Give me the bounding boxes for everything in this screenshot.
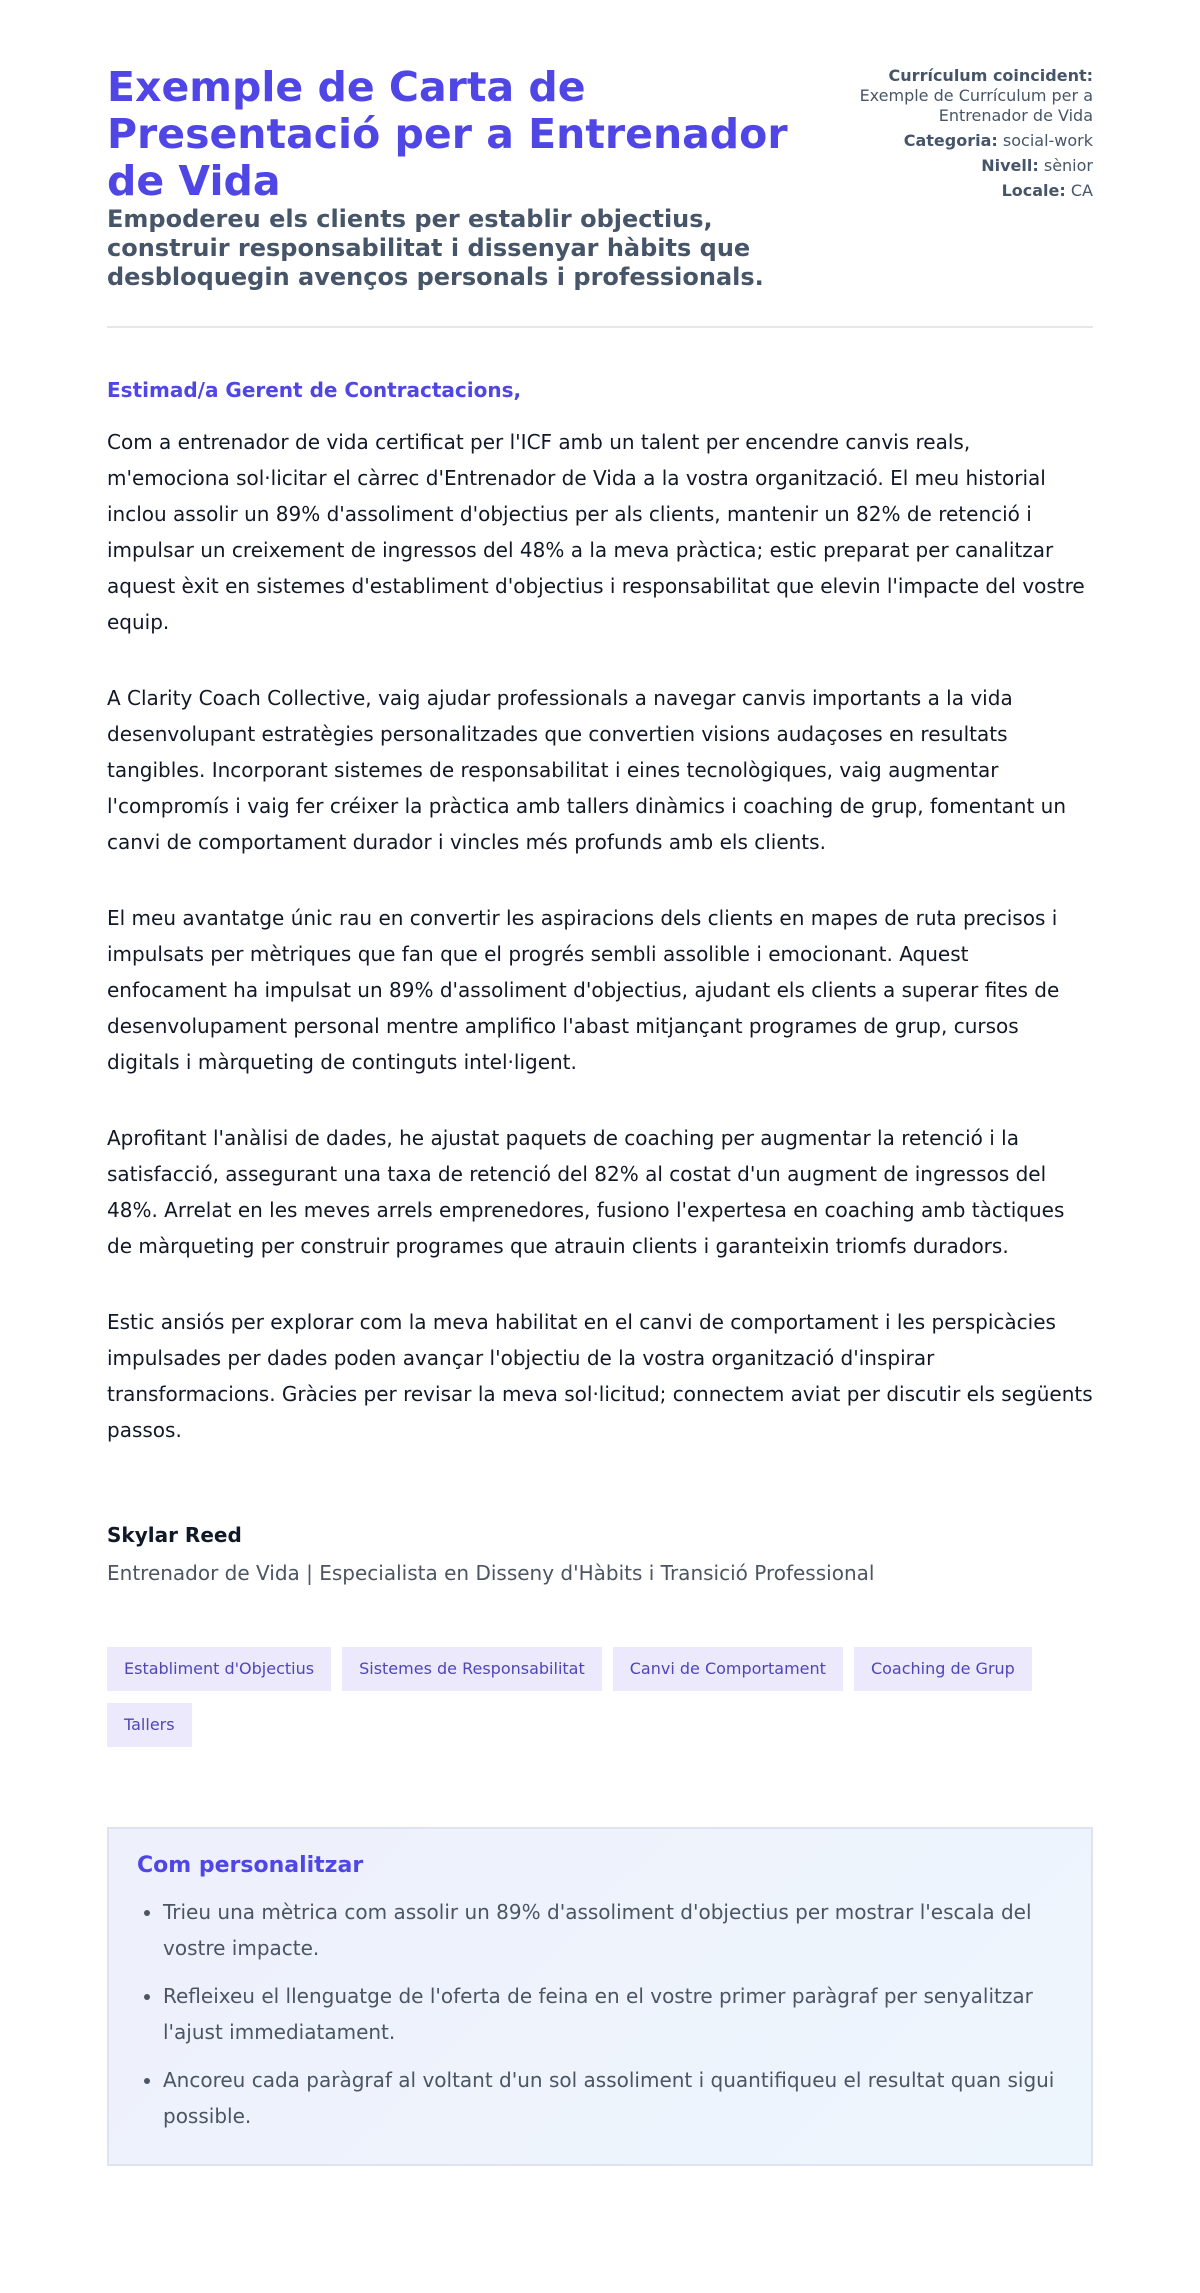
page-subtitle: Empodereu els clients per establir objectius, construir responsabilitat i dissenyar hàbits que desbloquegin avenços personals i professionals. [107,205,764,291]
tip-item: • Trieu una mètrica com assolir un 89% d'assoliment d'objectius per mostrar l'escala del vostre impacte. [163,1894,1063,1966]
meta-level-value: sènior [1043,156,1093,175]
skill-tag: Establiment d'Objectius [107,1647,331,1691]
meta-matching-resume [833,66,1093,126]
skill-tag: Canvi de Comportament [613,1647,843,1691]
meta-category-label: Categoria: [903,131,998,150]
skill-tag: Coaching de Grup [854,1647,1032,1691]
meta-category [833,131,1093,151]
page-header [107,64,1093,328]
meta-locale-value: CA [1070,181,1093,200]
skill-tag: Sistemes de Responsabilitat [342,1647,602,1691]
meta-matching-resume-value: Exemple de Currículum per a Entrenador de Vida [859,86,1093,125]
meta-panel [833,64,1093,206]
salutation: Estimad/a Gerent de Contractacions, [107,378,522,402]
meta-category-value: social-work [1002,131,1093,150]
skill-tags [107,1647,1097,1747]
meta-locale-label: Locale: [1001,181,1066,200]
meta-matching-resume-label: Currículum coincident: [888,66,1093,85]
letter-paragraph: Com a entrenador de vida certificat per l'ICF amb un talent per encendre canvis reals, m'emociona sol·licitar el càrrec d'Entrenador de Vida a la vostra organització. El meu historial inclou assolir un 89% d'assoliment d'objectius per als clients, mantenir un 82% de retenció i impulsar un creixement de ingressos del 48% a la meva pràctica; estic preparat per canalitzar aquest èxit en sistemes d'establiment d'objectius i responsabilitat que elevin l'impacte del vostre equip. [107,430,1085,634]
signature-title: Entrenador de Vida | Especialista en Disseny d'Hàbits i Transició Professional [107,1561,875,1585]
letter-paragraph: Aprofitant l'anàlisi de dades, he ajustat paquets de coaching per augmentar la retenció i la satisfacció, assegurant una taxa de retenció del 82% al costat d'un augment de ingressos del 48%. Arrelat en les meves arrels emprenedores, fusiono l'expertesa en coaching amb tàctiques de màrqueting per construir programes que atrauin clients i garanteixin triomfs duradors. [107,1126,1065,1258]
letter-paragraph: A Clarity Coach Collective, vaig ajudar professionals a navegar canvis importants a la vida desenvolupant estratègies personalitzades que convertien visions audaçoses en resultats tangibles. Incorporant sistemes de responsabilitat i eines tecnològiques, vaig augmentar l'compromís i vaig fer créixer la pràctica amb tallers dinàmics i coaching de grup, fomentant un canvi de comportament durador i vincles més profunds amb els clients. [107,686,1067,854]
title-block [107,64,807,292]
meta-level-label: Nivell: [981,156,1039,175]
meta-locale [833,181,1093,201]
tip-item: • Refleixeu el llenguatge de l'oferta de feina en el vostre primer paràgraf per senyalitzar l'ajust immediatament. [163,1978,1063,2050]
page-title: Exemple de Carta de Presentació per a Entrenador de Vida [107,63,788,205]
tip-item: • Ancoreu cada paràgraf al voltant d'un sol assoliment i quantifiqueu el resultat quan sigui possible. [163,2062,1063,2134]
letter-body [107,378,1093,1587]
meta-level [833,156,1093,176]
tips-list [137,1894,1063,2134]
letter-paragraph: El meu avantatge únic rau en convertir les aspiracions dels clients en mapes de ruta precisos i impulsats per mètriques que fan que el progrés sembli assolible i emocionant. Aquest enfocament ha impulsat un 89% d'assoliment d'objectius, ajudant els clients a superar fites de desenvolupament personal mentre amplifico l'abast mitjançant programes de grup, cursos digitals i màrqueting de continguts intel·ligent. [107,906,1060,1074]
customization-tips [107,1827,1093,2166]
signature-name: Skylar Reed [107,1523,242,1547]
tips-title: Com personalitzar [137,1853,364,1878]
letter-paragraph: Estic ansiós per explorar com la meva habilitat en el canvi de comportament i les perspicàcies impulsades per dades poden avançar l'objectiu de la vostra organització d'inspirar transformacions. Gràcies per revisar la meva sol·licitud; connectem aviat per discutir els següents passos. [107,1310,1093,1442]
skill-tag: Tallers [107,1703,192,1747]
